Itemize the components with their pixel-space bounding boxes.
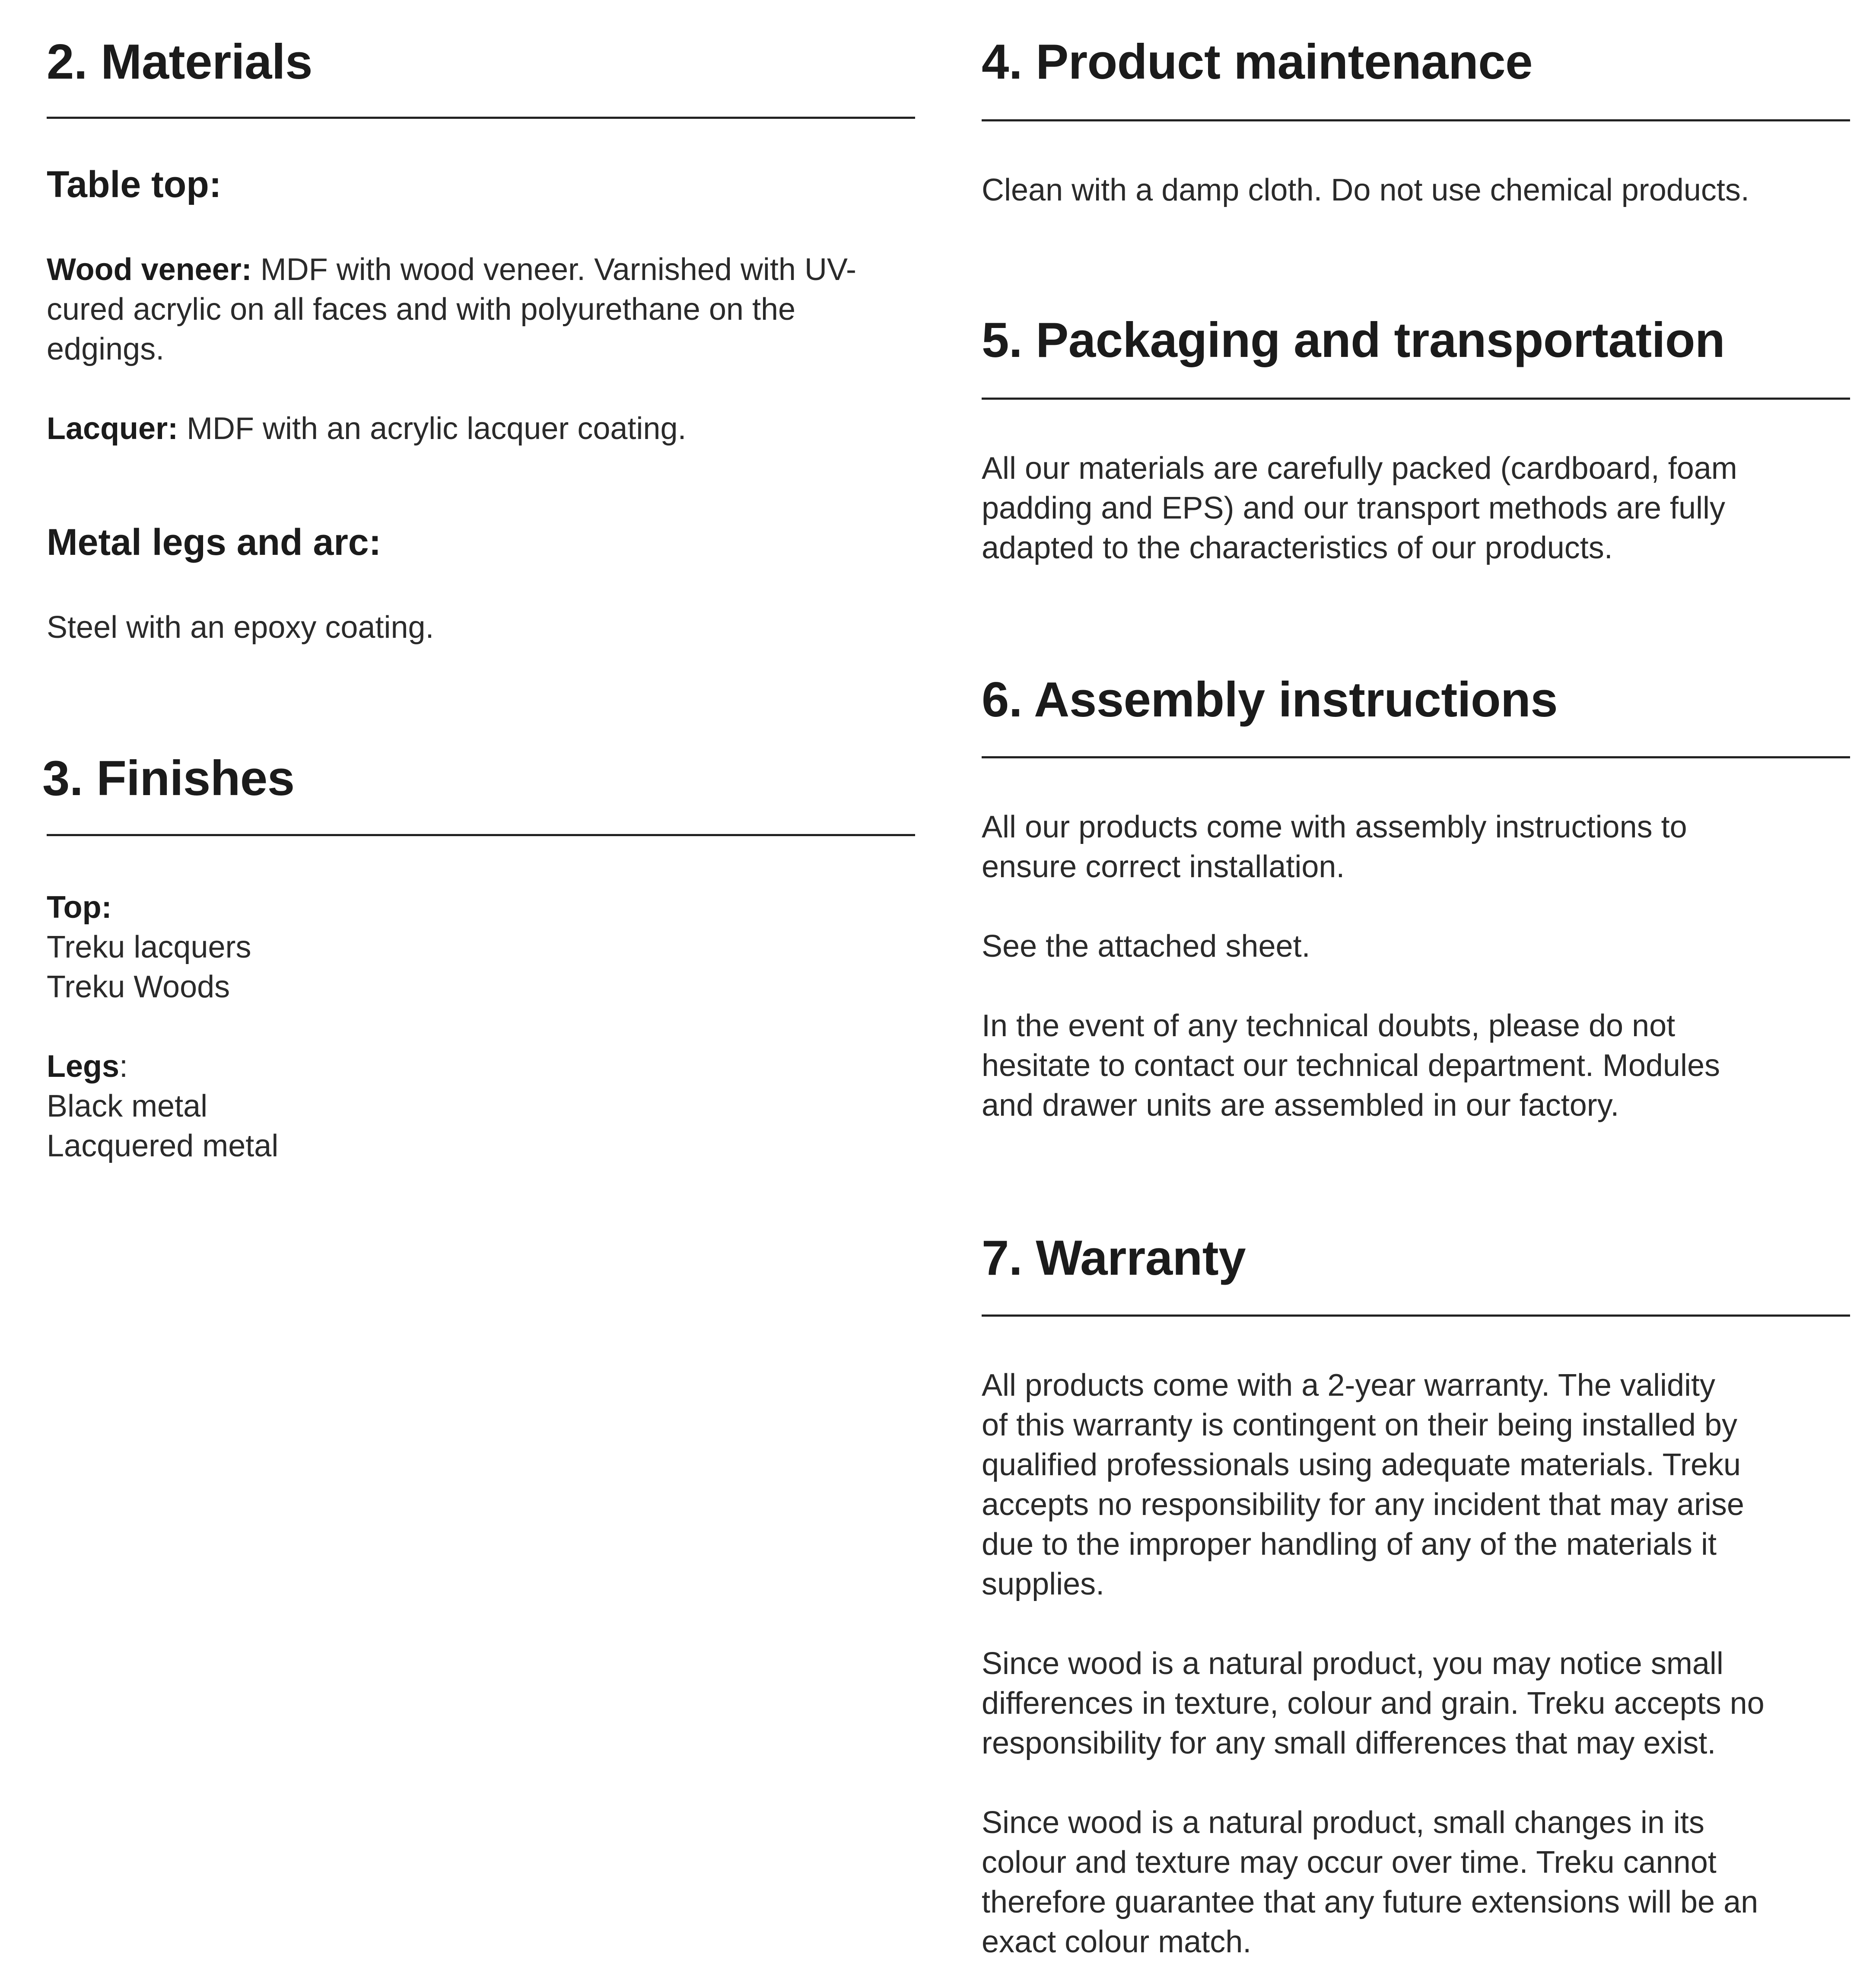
finishes-top-list	[47, 888, 915, 1007]
lacquer-text: MDF with an acrylic lacquer coating.	[178, 411, 687, 446]
metal-block	[47, 522, 915, 563]
finishes-legs-label: Legs	[47, 1049, 120, 1084]
warranty-line: therefore guarantee that any future extensions will be an	[982, 1885, 1758, 1919]
warranty-line: Since wood is a natural product, small changes in its	[982, 1805, 1704, 1840]
assembly-line: See the attached sheet.	[982, 929, 1310, 964]
maintenance-paragraph	[982, 170, 1850, 210]
assembly-paragraph-2	[982, 926, 1850, 966]
warranty-line: due to the improper handling of any of the materials it	[982, 1527, 1717, 1562]
wood-veneer-line-3: edgings.	[47, 332, 165, 366]
packaging-line: All our materials are carefully packed (cardboard, foam	[982, 451, 1737, 486]
warranty-divider	[982, 1314, 1850, 1317]
maintenance-heading: 4. Product maintenance	[982, 35, 1533, 89]
finishes-heading: 3. Finishes	[42, 751, 295, 806]
wood-veneer-paragraph	[47, 250, 915, 369]
finishes-legs-list	[47, 1047, 915, 1166]
materials-divider	[47, 117, 915, 119]
assembly-heading: 6. Assembly instructions	[982, 672, 1558, 727]
assembly-line: hesitate to contact our technical department. Modules	[982, 1048, 1720, 1083]
warranty-line: differences in texture, colour and grain. Treku accepts no	[982, 1686, 1765, 1721]
warranty-line: of this warranty is contingent on their being installed by	[982, 1408, 1737, 1442]
warranty-line: exact colour match.	[982, 1925, 1252, 1959]
warranty-line: supplies.	[982, 1567, 1105, 1601]
assembly-line: ensure correct installation.	[982, 850, 1345, 884]
packaging-section	[982, 312, 1850, 369]
metal-heading: Metal legs and arc:	[47, 522, 382, 563]
metal-text: Steel with an epoxy coating.	[47, 610, 434, 645]
lacquer-paragraph	[47, 409, 915, 449]
finishes-top-item: Treku Woods	[47, 970, 230, 1004]
assembly-section	[982, 672, 1850, 728]
warranty-line: qualified professionals using adequate materials. Treku	[982, 1448, 1741, 1482]
table-top-heading: Table top:	[47, 164, 222, 205]
maintenance-section	[982, 34, 1850, 90]
packaging-heading: 5. Packaging and transportation	[982, 313, 1725, 368]
warranty-paragraph-1	[982, 1365, 1850, 1604]
assembly-divider	[982, 756, 1850, 758]
materials-heading: 2. Materials	[47, 35, 312, 89]
table-top-block	[47, 164, 915, 205]
finishes-legs-colon: :	[119, 1049, 128, 1084]
finishes-legs-item: Lacquered metal	[47, 1129, 279, 1163]
warranty-line: Since wood is a natural product, you may notice small	[982, 1646, 1723, 1681]
maintenance-divider	[982, 119, 1850, 121]
materials-section	[47, 34, 915, 90]
lacquer-label: Lacquer:	[47, 411, 178, 446]
packaging-line: padding and EPS) and our transport methods are fully	[982, 491, 1726, 525]
finishes-top-label: Top:	[47, 890, 112, 925]
packaging-divider	[982, 398, 1850, 400]
maintenance-text: Clean with a damp cloth. Do not use chemical products.	[982, 173, 1749, 207]
assembly-line: In the event of any technical doubts, please do not	[982, 1009, 1676, 1043]
metal-paragraph	[47, 608, 915, 647]
wood-veneer-line-1: MDF with wood veneer. Varnished with UV-	[251, 252, 857, 287]
assembly-line: and drawer units are assembled in our factory.	[982, 1088, 1619, 1123]
finishes-top-item: Treku lacquers	[47, 930, 251, 964]
warranty-heading: 7. Warranty	[982, 1231, 1246, 1286]
warranty-paragraph-2	[982, 1644, 1850, 1763]
warranty-line: All products come with a 2-year warranty. The validity	[982, 1368, 1716, 1403]
packaging-paragraph	[982, 449, 1850, 568]
warranty-section	[982, 1230, 1850, 1286]
assembly-paragraph-3	[982, 1006, 1850, 1125]
finishes-divider	[47, 834, 915, 836]
warranty-line: colour and texture may occur over time. Treku cannot	[982, 1845, 1717, 1880]
assembly-paragraph-1	[982, 807, 1850, 887]
finishes-section	[42, 750, 911, 807]
packaging-line: adapted to the characteristics of our products.	[982, 531, 1613, 565]
wood-veneer-label: Wood veneer:	[47, 252, 252, 287]
warranty-line: accepts no responsibility for any incident that may arise	[982, 1487, 1744, 1522]
wood-veneer-line-2: cured acrylic on all faces and with polyurethane on the	[47, 292, 796, 327]
assembly-line: All our products come with assembly instructions to	[982, 810, 1687, 844]
finishes-legs-item: Black metal	[47, 1089, 208, 1123]
warranty-paragraph-3	[982, 1803, 1850, 1962]
warranty-line: responsibility for any small differences that may exist.	[982, 1726, 1716, 1760]
